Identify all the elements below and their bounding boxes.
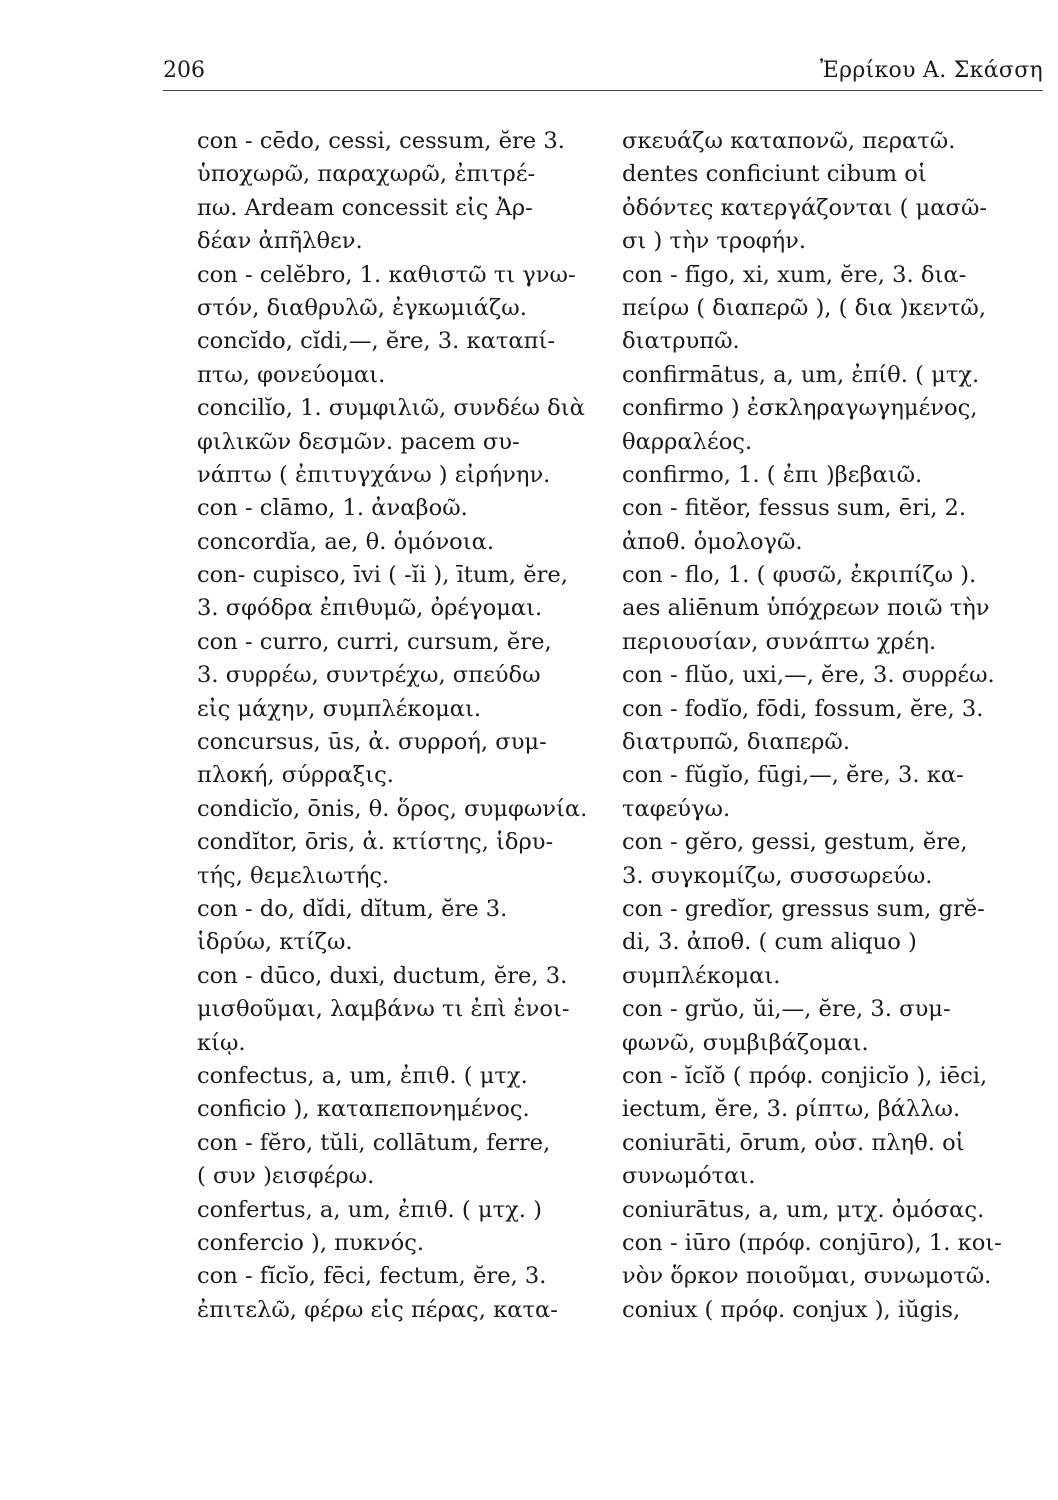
dictionary-line: coniurātus, a, um, μτχ. ὀμόσας.: [622, 1196, 985, 1223]
dictionary-line: confirmo ) ἐσκληραγωγημένος,: [622, 395, 978, 422]
dictionary-line: concĭdo, cĭdi,—, ĕre, 3. καταπί-: [197, 328, 555, 355]
dictionary-line: con - gĕro, gessi, gestum, ĕre,: [622, 829, 968, 856]
dictionary-line: πείρω ( διαπερῶ ), ( δια )κεντῶ,: [622, 294, 987, 321]
dictionary-line: di, 3. ἀποθ. ( cum aliquo ): [622, 929, 917, 956]
page-header: [163, 56, 1043, 92]
left-column: [197, 125, 587, 1327]
dictionary-line: confirmātus, a, um, ἐπίθ. ( μτχ.: [622, 361, 980, 388]
dictionary-line: confectus, a, um, ἐπιθ. ( μτχ.: [197, 1062, 528, 1089]
dictionary-line: μισθοῦμαι, λαμβάνω τι ἐπὶ ἐνοι-: [197, 996, 570, 1023]
dictionary-line: πλοκή, σύρραξις.: [197, 762, 394, 789]
dictionary-line: con - fĕro, tŭli, collātum, ferre,: [197, 1129, 551, 1156]
dictionary-line: con - flŭo, uxi,—, ĕre, 3. συρρέω.: [622, 662, 995, 689]
header-rule: [163, 90, 1043, 91]
running-head: Ἐρρίκου Α. Σκάσση: [820, 58, 1043, 83]
dictionary-line: con - celĕbro, 1. καθιστῶ τι γνω-: [197, 261, 576, 288]
dictionary-line: φιλικῶν δεσμῶν. pacem συ-: [197, 428, 520, 455]
dictionary-line: confercio ), πυκνός.: [197, 1229, 425, 1256]
dictionary-line: confertus, a, um, ἐπιθ. ( μτχ. ): [197, 1196, 542, 1223]
dictionary-line: con - fitĕor, fessus sum, ēri, 2.: [622, 495, 967, 522]
dictionary-line: συνωμόται.: [622, 1163, 756, 1190]
dictionary-line: διατρυπῶ, διαπερῶ.: [622, 729, 851, 756]
dictionary-line: πτω, φονεύομαι.: [197, 361, 386, 388]
dictionary-line: con - clāmo, 1. ἀναβοῶ.: [197, 495, 468, 522]
dictionary-line: θαρραλέος.: [622, 428, 753, 455]
dictionary-line: ἀποθ. ὁμολογῶ.: [622, 528, 803, 555]
dictionary-line: con - flo, 1. ( φυσῶ, ἐκριπίζω ).: [622, 562, 977, 589]
page-number: 206: [163, 58, 205, 83]
dictionary-line: φωνῶ, συμβιβάζομαι.: [622, 1029, 869, 1056]
dictionary-line: συμπλέκομαι.: [622, 962, 781, 989]
dictionary-line: con - fodĭo, fōdi, fossum, ĕre, 3.: [622, 695, 984, 722]
dictionary-line: ( συν )εισφέρω.: [197, 1163, 375, 1190]
dictionary-line: δέαν ἀπῆλθεν.: [197, 228, 363, 255]
dictionary-line: dentes conficiunt cibum οἱ: [622, 161, 927, 188]
dictionary-line: ὑποχωρῶ, παραχωρῶ, ἐπιτρέ-: [197, 161, 536, 188]
dictionary-line: aes aliēnum ὑπόχρεων ποιῶ τὴν: [622, 595, 990, 622]
dictionary-line: ἱδρύω, κτίζω.: [197, 929, 353, 956]
dictionary-line: νάπτω ( ἐπιτυγχάνω ) εἰρήνην.: [197, 461, 551, 488]
dictionary-line: σι ) τὴν τροφήν.: [622, 228, 807, 255]
dictionary-line: ἐπιτελῶ, φέρω εἰς πέρας, κατα-: [197, 1296, 558, 1323]
dictionary-line: ταφεύγω.: [622, 795, 731, 822]
dictionary-line: con - iūro (πρόφ. conjūro), 1. κοι-: [622, 1229, 1002, 1256]
dictionary-line: 3. συρρέω, συντρέχω, σπεύδω: [197, 662, 541, 689]
dictionary-line: con - fŭgĭo, fūgi,—, ĕre, 3. κα-: [622, 762, 964, 789]
dictionary-line: con - curro, curri, cursum, ĕre,: [197, 628, 552, 655]
dictionary-line: con - gredĭor, gressus sum, grĕ-: [622, 895, 985, 922]
dictionary-line: iectum, ĕre, 3. ρίπτω, βάλλω.: [622, 1096, 961, 1123]
dictionary-line: con - cēdo, cessi, cessum, ĕre 3.: [197, 128, 565, 154]
dictionary-line: στόν, διαθρυλῶ, ἐγκωμιάζω.: [197, 294, 527, 321]
dictionary-line: con- cupisco, īvi ( -ĭi ), ītum, ĕre,: [197, 562, 568, 589]
dictionary-line: confirmo, 1. ( ἐπι )βεβαιῶ.: [622, 461, 923, 488]
dictionary-line: con - fĭcĭo, fēci, fectum, ĕre, 3.: [197, 1263, 547, 1290]
dictionary-line: condĭtor, ōris, ἀ. κτίστης, ἱδρυ-: [197, 829, 554, 856]
dictionary-line: condicĭo, ōnis, θ. ὅρος, συμφωνία.: [197, 795, 588, 822]
dictionary-line: coniurāti, ōrum, οὐσ. πληθ. οἱ: [622, 1129, 965, 1156]
dictionary-line: con - ĭcĭŏ ( πρόφ. conjicĭo ), iēci,: [622, 1062, 988, 1089]
dictionary-line: concursus, ūs, ἀ. συρροή, συμ-: [197, 729, 547, 756]
dictionary-line: concordĭa, ae, θ. ὁμόνοια.: [197, 528, 495, 555]
dictionary-line: νὸν ὅρκον ποιοῦμαι, συνωμοτῶ.: [622, 1263, 992, 1290]
dictionary-line: τής, θεμελιωτής.: [197, 862, 390, 889]
dictionary-line: κίῳ.: [197, 1029, 246, 1056]
dictionary-line: con - dūco, duxi, ductum, ĕre, 3.: [197, 962, 568, 989]
dictionary-line: σκευάζω καταπονῶ, περατῶ.: [622, 128, 956, 154]
dictionary-line: concilĭo, 1. συμφιλιῶ, συνδέω διὰ: [197, 395, 585, 422]
dictionary-line: con - do, dĭdi, dĭtum, ĕre 3.: [197, 895, 508, 922]
dictionary-line: περιουσίαν, συνάπτω χρέη.: [622, 628, 937, 655]
dictionary-line: conficio ), καταπεπονημένος.: [197, 1096, 530, 1123]
dictionary-line: 3. συγκομίζω, συσσωρεύω.: [622, 862, 933, 889]
dictionary-line: 3. σφόδρα ἐπιθυμῶ, ὀρέγομαι.: [197, 595, 543, 622]
dictionary-line: πω. Ardeam concessit εἰς Ἀρ-: [197, 194, 533, 221]
dictionary-line: εἰς μάχην, συμπλέκομαι.: [197, 695, 482, 722]
dictionary-line: con - fīgo, xi, xum, ĕre, 3. δια-: [622, 261, 967, 288]
right-column: [622, 125, 1002, 1327]
dictionary-line: διατρυπῶ.: [622, 328, 740, 355]
dictionary-line: coniux ( πρόφ. conjux ), iŭgis,: [622, 1296, 961, 1323]
dictionary-line: ὀδόντες κατεργάζονται ( μασῶ-: [622, 194, 988, 221]
dictionary-line: con - grŭo, ŭi,—, ĕre, 3. συμ-: [622, 996, 951, 1023]
